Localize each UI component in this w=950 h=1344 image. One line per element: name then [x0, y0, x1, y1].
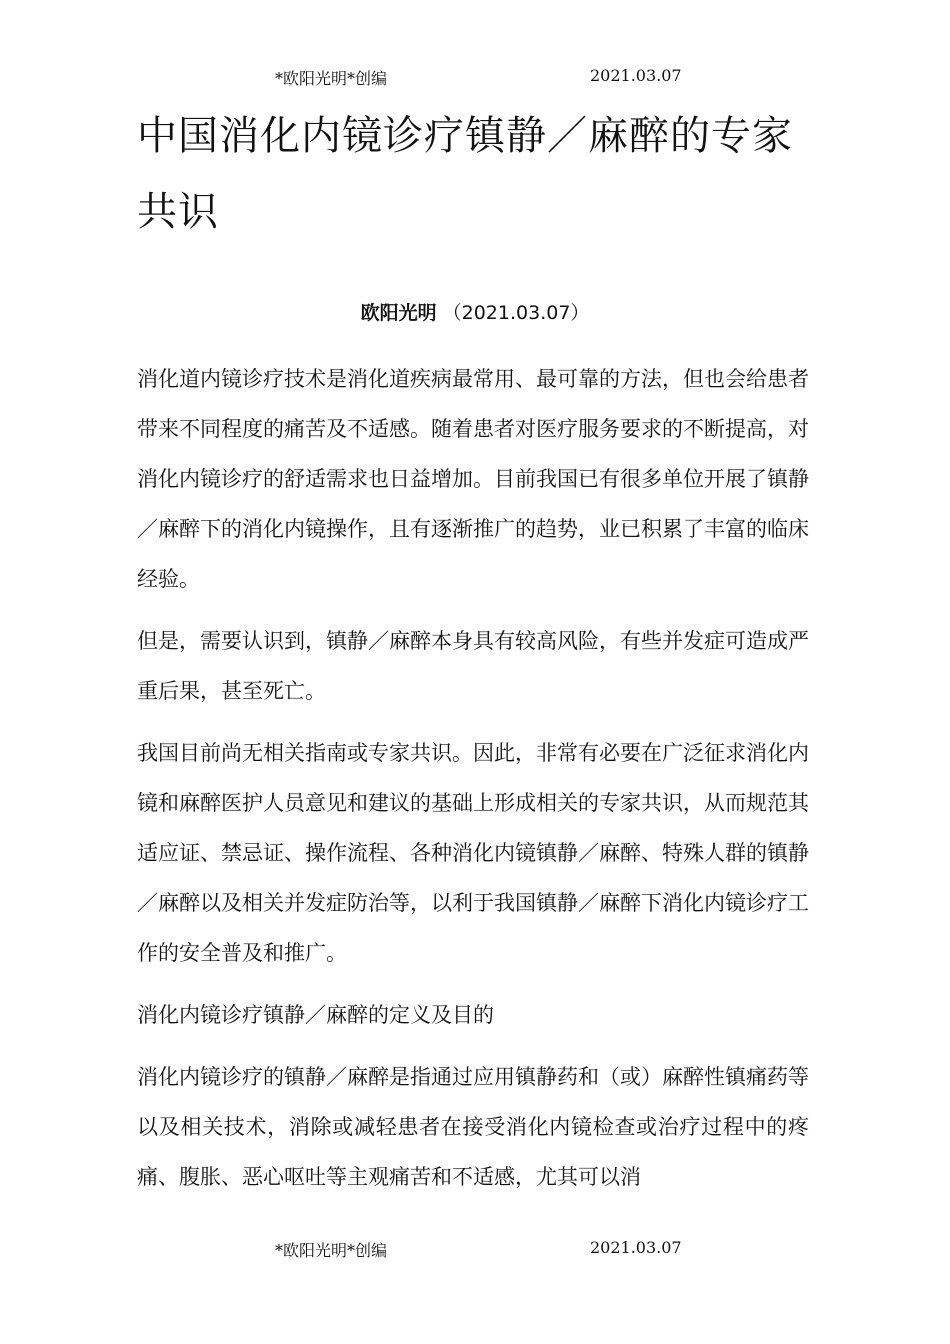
header-author-tag: *欧阳光明*创编 [275, 69, 388, 88]
page-footer [0, 1238, 950, 1262]
header-date: 2021.03.07 [590, 66, 682, 85]
byline [0, 298, 950, 325]
paragraph-risk: 但是，需要认识到，镇静／麻醉本身具有较高风险，有些并发症可造成严重后果，甚至死亡。 [137, 629, 809, 703]
document-title: 中国消化内镜诊疗镇静／麻醉的专家共识 [137, 113, 793, 235]
byline-author: 欧阳光明 [360, 302, 437, 324]
paragraph-intro: 消化道内镜诊疗技术是消化道疾病最常用、最可靠的方法，但也会给患者带来不同程度的痛苦及不适感。随着患者对医疗服务要求的不断提高，对消化内镜诊疗的舒适需求也日益增加。目前我国已有很多单位开展了镇静／麻醉下的消化内镜操作，且有逐渐推广的趋势，业已积累了丰富的临床经验。 [137, 367, 809, 591]
byline-date: （2021.03.07） [442, 302, 590, 324]
paragraph-consensus-need: 我国目前尚无相关指南或专家共识。因此，非常有必要在广泛征求消化内镜和麻醉医护人员意见和建议的基础上形成相关的专家共识，从而规范其适应证、禁忌证、操作流程、各种消化内镜镇静／麻醉、特殊人群的镇静／麻醉以及相关并发症防治等，以利于我国镇静／麻醉下消化内镜诊疗工作的安全普及和推广。 [137, 741, 809, 965]
section-heading: 消化内镜诊疗镇静／麻醉的定义及目的 [137, 1003, 494, 1027]
paragraph-definition: 消化内镜诊疗的镇静／麻醉是指通过应用镇静药和（或）麻醉性镇痛药等以及相关技术，消除或减轻患者在接受消化内镜检查或治疗过程中的疼痛、腹胀、恶心呕吐等主观痛苦和不适感，尤其可以消 [137, 1065, 809, 1189]
footer-author-tag: *欧阳光明*创编 [275, 1241, 388, 1260]
footer-date: 2021.03.07 [590, 1238, 682, 1257]
document-body [137, 354, 809, 1214]
page-header [0, 66, 950, 90]
